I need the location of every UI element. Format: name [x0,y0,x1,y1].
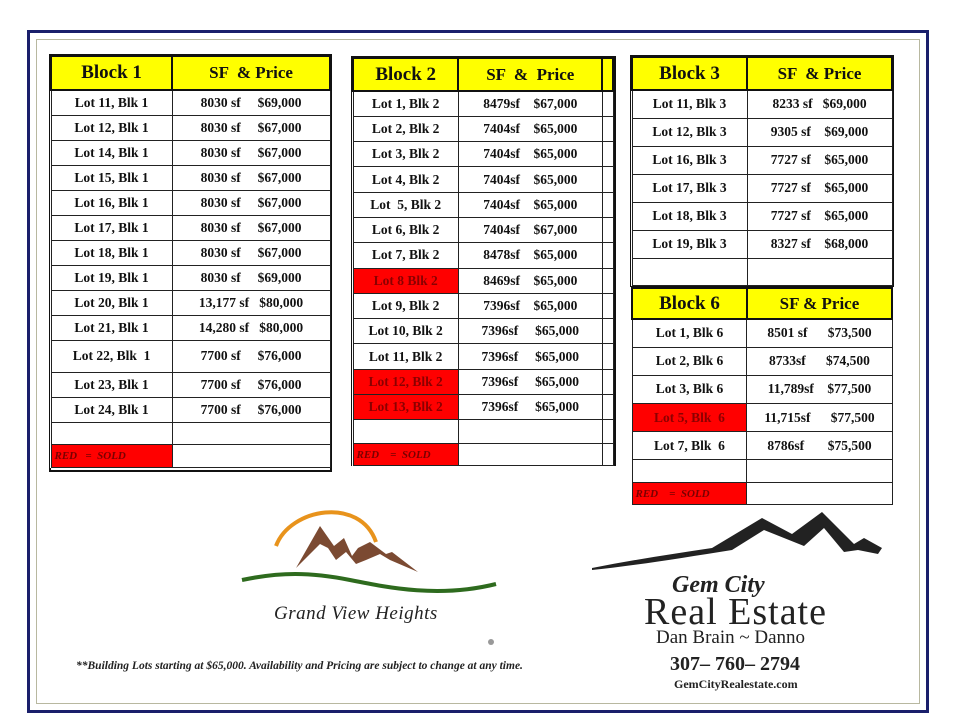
empty-cell [747,258,892,285]
table-row [353,167,613,192]
lot-cell: Lot 4, Blk 2 [353,167,458,192]
sf-price-cell: 7727 sf $65,000 [747,174,892,202]
sold-legend: RED = SOLD [632,483,747,505]
lot-cell: Lot 10, Blk 2 [353,319,458,344]
realtor-subtitle: Real Estate [644,591,827,633]
table-row [51,240,330,265]
block2-title: Block 2 [353,58,458,91]
block2-table [352,57,614,466]
spacer-cell [602,293,613,318]
table-row [353,293,613,318]
table-row [632,347,892,375]
empty-cell [51,422,172,444]
lot-cell: Lot 6, Blk 2 [353,217,458,242]
block6-sf-price-header: SF & Price [747,288,892,319]
sf-price-cell: 7404sf $65,000 [458,142,602,167]
sf-price-cell: 7700 sf $76,000 [172,397,330,422]
spacer-cell [602,420,613,444]
lot-cell: Lot 14, Blk 1 [51,140,172,165]
lot-cell: Lot 17, Blk 3 [632,174,747,202]
lot-cell: Lot 12, Blk 1 [51,115,172,140]
spacer-cell [602,192,613,217]
sf-price-cell: 7727 sf $65,000 [747,202,892,230]
table-row [353,319,613,344]
block6-header-row [632,288,892,319]
empty-cell [458,420,602,444]
table-row [353,369,613,394]
sf-price-cell: 8469sf $65,000 [458,268,602,293]
lot-cell: Lot 2, Blk 6 [632,347,747,375]
realtor-title: Gem City [672,572,765,598]
lot-cell: Lot 3, Blk 6 [632,375,747,403]
lot-cell: Lot 21, Blk 1 [51,315,172,340]
sf-price-cell: 8327 sf $68,000 [747,230,892,258]
sf-price-cell: 8030 sf $67,000 [172,240,330,265]
block3-table [631,56,893,286]
lot-cell: Lot 16, Blk 1 [51,190,172,215]
lot-cell: Lot 2, Blk 2 [353,116,458,141]
sf-price-cell: 8030 sf $67,000 [172,115,330,140]
table-row [51,215,330,240]
lot-cell: Lot 12, Blk 3 [632,118,747,146]
lot-cell: Lot 13, Blk 2 [353,395,458,420]
lot-cell: Lot 23, Blk 1 [51,372,172,397]
table-row [353,268,613,293]
lot-cell: Lot 24, Blk 1 [51,397,172,422]
table-row [51,265,330,290]
lot-cell: Lot 15, Blk 1 [51,165,172,190]
lot-cell: Lot 16, Blk 3 [632,146,747,174]
sf-price-cell: 7700 sf $76,000 [172,372,330,397]
lot-cell: Lot 5, Blk 2 [353,192,458,217]
sf-price-cell: 7404sf $65,000 [458,167,602,192]
block1-legend-row [51,444,330,467]
table-row [51,165,330,190]
sf-price-cell: 7700 sf $76,000 [172,340,330,372]
green-swoosh-icon [242,574,496,591]
table-row [632,319,892,347]
lot-cell: Lot 17, Blk 1 [51,215,172,240]
empty-row [632,258,892,285]
sf-price-cell: 8030 sf $69,000 [172,90,330,115]
table-row [632,90,892,118]
sf-price-cell: 7727 sf $65,000 [747,146,892,174]
block6-table [631,287,893,505]
phone-number[interactable]: 307– 760– 2794 [670,653,800,675]
sf-price-cell: 7396sf $65,000 [458,319,602,344]
table-row [51,140,330,165]
block6-legend-row [632,483,892,505]
sf-price-cell: 8030 sf $67,000 [172,190,330,215]
table-row [51,190,330,215]
empty-cell [353,420,458,444]
spacer-cell [602,243,613,268]
lot-cell: Lot 7, Blk 2 [353,243,458,268]
website-link[interactable]: GemCityRealestate.com [674,677,798,691]
table-row [353,142,613,167]
block3-header-row [632,57,892,90]
sf-price-cell: 14,280 sf $80,000 [172,315,330,340]
sf-price-cell: 7404sf $65,000 [458,192,602,217]
table-row [632,230,892,258]
sf-price-cell: 7404sf $67,000 [458,217,602,242]
table-row [632,146,892,174]
spacer-cell [602,319,613,344]
spacer-cell [602,91,613,116]
lot-cell: Lot 19, Blk 1 [51,265,172,290]
lot-cell: Lot 18, Blk 1 [51,240,172,265]
sf-price-cell: 8501 sf $73,500 [747,319,892,347]
empty-cell [172,444,330,467]
agent-name: Dan Brain ~ Danno [656,627,806,648]
lot-cell: Lot 1, Blk 2 [353,91,458,116]
block1-sf-price-header: SF & Price [172,56,330,90]
lot-cell: Lot 11, Blk 2 [353,344,458,369]
lot-cell: Lot 20, Blk 1 [51,290,172,315]
spacer-cell [602,369,613,394]
spacer-cell [602,142,613,167]
block1-title: Block 1 [51,56,172,90]
table-row [353,243,613,268]
table-row [51,115,330,140]
sf-price-cell: 11,789sf $77,500 [747,375,892,403]
empty-row [632,460,892,483]
sf-price-cell: 8733sf $74,500 [747,347,892,375]
mountain-icon [296,526,418,572]
block2-header-row [353,58,613,91]
empty-cell [172,422,330,444]
spacer-cell [602,444,613,466]
footnote: **Building Lots starting at $65,000. Availability and Pricing are subject to change at any time. [76,660,523,672]
sf-price-cell: 7396sf $65,000 [458,293,602,318]
sf-price-cell: 8030 sf $67,000 [172,215,330,240]
grand-view-heights-name: Grand View Heights [274,603,438,624]
lot-cell: Lot 7, Blk 6 [632,432,747,460]
sf-price-cell: 8030 sf $69,000 [172,265,330,290]
lot-cell: Lot 18, Blk 3 [632,202,747,230]
sf-price-cell: 8479sf $67,000 [458,91,602,116]
sold-legend: RED = SOLD [353,444,458,466]
block1-table [50,55,331,468]
block2-header-spacer [602,58,613,91]
sold-legend: RED = SOLD [51,444,172,467]
spacer-cell [602,167,613,192]
sf-price-cell: 7404sf $65,000 [458,116,602,141]
sf-price-cell: 7396sf $65,000 [458,369,602,394]
table-row [353,192,613,217]
lot-cell: Lot 12, Blk 2 [353,369,458,394]
spacer-cell [602,217,613,242]
table-row [51,372,330,397]
sf-price-cell: 11,715sf $77,500 [747,404,892,432]
table-row [353,395,613,420]
block6-title: Block 6 [632,288,747,319]
table-row [632,375,892,403]
empty-cell [632,460,747,483]
table-row [632,432,892,460]
table-row [353,217,613,242]
decorative-dot [488,639,494,645]
lot-cell: Lot 1, Blk 6 [632,319,747,347]
block1-header-row [51,56,330,90]
table-row [51,290,330,315]
spacer-cell [602,268,613,293]
lot-cell: Lot 11, Blk 1 [51,90,172,115]
table-row [51,90,330,115]
empty-row [353,420,613,444]
lot-cell: Lot 19, Blk 3 [632,230,747,258]
lot-cell: Lot 3, Blk 2 [353,142,458,167]
table-row [353,116,613,141]
sf-price-cell: 13,177 sf $80,000 [172,290,330,315]
sf-price-cell: 8478sf $65,000 [458,243,602,268]
empty-row [51,422,330,444]
lot-cell: Lot 9, Blk 2 [353,293,458,318]
sf-price-cell: 8030 sf $67,000 [172,140,330,165]
sf-price-cell: 8786sf $75,500 [747,432,892,460]
sf-price-cell: 9305 sf $69,000 [747,118,892,146]
empty-cell [632,258,747,285]
gem-city-mountain-icon [592,508,892,578]
sf-price-cell: 7396sf $65,000 [458,344,602,369]
lot-cell: Lot 8 Blk 2 [353,268,458,293]
table-row [51,397,330,422]
sf-price-cell: 8030 sf $67,000 [172,165,330,190]
block2-sf-price-header: SF & Price [458,58,602,91]
sf-price-cell: 8233 sf $69,000 [747,90,892,118]
block2-legend-row [353,444,613,466]
lot-cell: Lot 5, Blk 6 [632,404,747,432]
spacer-cell [602,395,613,420]
table-row [632,202,892,230]
table-row [353,344,613,369]
table-row [51,315,330,340]
spacer-cell [602,116,613,141]
block3-sf-price-header: SF & Price [747,57,892,90]
block3-title: Block 3 [632,57,747,90]
table-row [353,91,613,116]
empty-cell [458,444,602,466]
table-row [632,118,892,146]
sf-price-cell: 7396sf $65,000 [458,395,602,420]
table-row [632,174,892,202]
table-row [51,340,330,372]
lot-cell: Lot 11, Blk 3 [632,90,747,118]
lot-cell: Lot 22, Blk 1 [51,340,172,372]
table-row [632,404,892,432]
empty-cell [747,460,892,483]
spacer-cell [602,344,613,369]
empty-cell [747,483,892,505]
